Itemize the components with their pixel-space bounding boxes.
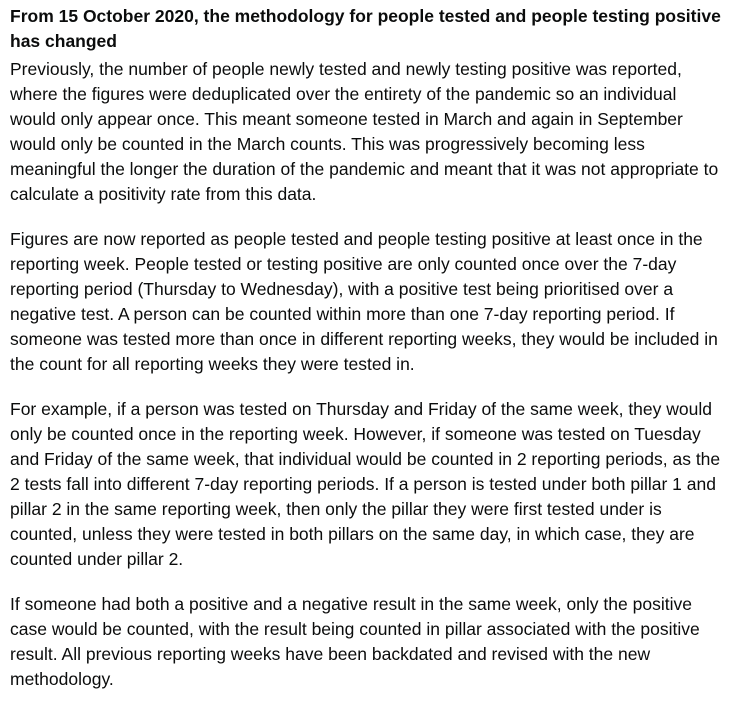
paragraph-previous-method: Previously, the number of people newly tested and newly testing positive was reported, where the figures were deduplicated over the entirety of the pandemic so an individual would only appear once. This meant someone tested in March and again in September would only be counted in the March counts. This was progressively becoming less meaningful the longer the duration of the pandemic and meant that it was not appropriate to calculate a positivity rate from this data. [10, 59, 719, 204]
paragraph-new-method: Figures are now reported as people tested and people testing positive at least once in the reporting week. People tested or testing positive are only counted once over the 7-day reporting period (Thursday to Wednesday), with a positive test being prioritised over a negative test. A person can be counted within more than one 7-day reporting period. If someone was tested more than once in different reporting weeks, they would be included in the count for all reporting weeks they were tested in. [10, 229, 718, 374]
paragraph-example: For example, if a person was tested on Thursday and Friday of the same week, they would only be counted once in the reporting week. However, if someone was tested on Tuesday and Friday of the same week, that individual would be counted in 2 reporting periods, as the 2 tests fall into different 7-day reporting periods. If a person is tested under both pillar 1 and pillar 2 in the same reporting week, then only the pillar they were first tested under is counted, unless they were tested in both pillars on the same day, in which case, they are counted under pillar 2. [10, 399, 721, 569]
paragraph-positive-negative: If someone had both a positive and a negative result in the same week, only the positive case would be counted, with the result being counted in pillar associated with the positive result. All previous reporting weeks have been backdated and revised with the new methodology. [10, 594, 700, 689]
section-heading: From 15 October 2020, the methodology for people tested and people testing positive has changed [10, 6, 721, 51]
